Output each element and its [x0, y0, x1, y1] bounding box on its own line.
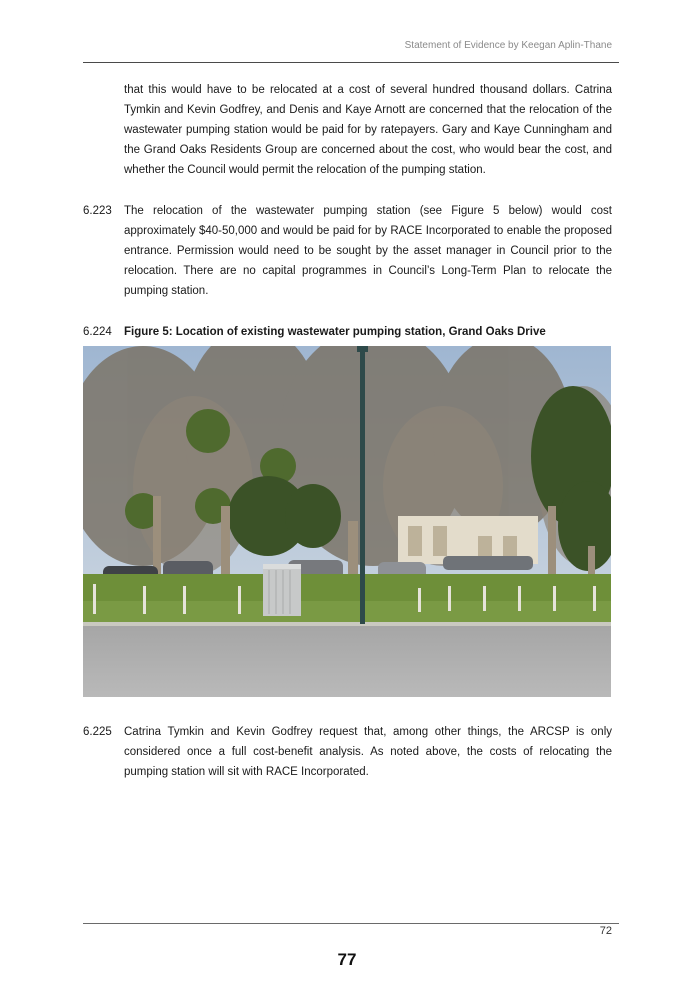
figure-photo — [83, 346, 611, 697]
running-header: Statement of Evidence by Keegan Aplin-Thane — [404, 40, 612, 51]
paragraph-continued: that this would have to be relocated at a cost of several hundred thousand dollars. Catrina Tymkin and Kevin Godfrey, and Denis and Kaye Arnott are concerned that the relocation of the wastewater pumping station would be paid for by ratepayers. Gary and Kaye Cunningham and the Grand Oaks Residents Group are concerned about the cost, who would bear the cost, and whether the Council would permit the relocation of the pumping station. — [124, 84, 612, 176]
paragraph-number-6223: 6.223 — [83, 205, 112, 217]
paragraph-6223: The relocation of the wastewater pumping station (see Figure 5 below) would cost approximately $40-50,000 and would be paid for by RACE Incorporated to enable the proposed entrance. Permission would need to be sought by the asset manager in Council prior to the relocation. There are no capital programmes in Council’s Long-Term Plan to relocate the pumping station. — [124, 205, 612, 297]
figure-caption: Figure 5: Location of existing wastewater pumping station, Grand Oaks Drive — [124, 326, 546, 338]
header-rule — [83, 62, 619, 63]
document-page-number: 77 — [337, 950, 357, 969]
paragraph-number-6225: 6.225 — [83, 726, 112, 738]
page-number: 72 — [599, 925, 612, 937]
footer-rule — [83, 923, 619, 924]
paragraph-number-6224: 6.224 — [83, 326, 112, 338]
paragraph-6225: Catrina Tymkin and Kevin Godfrey request that, among other things, the ARCSP is only considered once a full cost-benefit analysis. As noted above, the costs of relocating the pumping station will sit with RACE Incorporated. — [124, 726, 612, 778]
